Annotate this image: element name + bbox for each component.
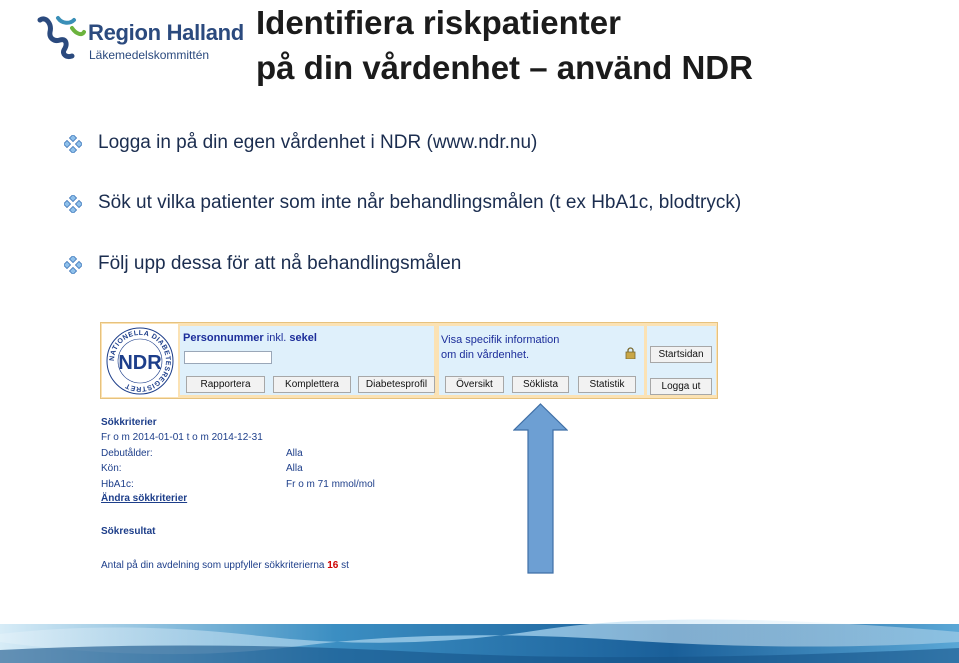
info-line-1: Visa specifik information (441, 334, 560, 346)
criteria-label: HbA1c: (101, 479, 134, 490)
title-line-1: Identifiera riskpatienter (256, 4, 621, 41)
statistik-button[interactable]: Statistik (578, 376, 636, 393)
rapportera-button[interactable]: Rapportera (186, 376, 265, 393)
up-arrow-icon (513, 403, 568, 574)
diabetesprofil-button[interactable]: Diabetesprofil (358, 376, 435, 393)
oversikt-button[interactable]: Översikt (445, 376, 504, 393)
ndr-logo-text: NDR (118, 352, 162, 374)
criteria-value: Alla (286, 448, 303, 459)
soklista-button[interactable]: Söklista (512, 376, 569, 393)
criteria-value: Fr o m 71 mmol/mol (286, 479, 375, 490)
criteria-heading: Sökkriterier (101, 417, 157, 428)
bullet-text: Följ upp dessa för att nå behandlingsmålen (98, 253, 462, 274)
logo-subtitle: Läkemedelskommittén (89, 48, 210, 62)
logga-ut-button[interactable]: Logga ut (650, 378, 712, 395)
title-line-2: på din vårdenhet – använd NDR (256, 49, 753, 86)
result-count-value: 16 (327, 560, 339, 571)
ndr-seal-icon (102, 324, 178, 397)
startsidan-button[interactable]: Startsidan (650, 346, 712, 363)
personnummer-label: Personnummer inkl. sekel (183, 332, 317, 344)
diamond-bullet-icon (64, 195, 82, 213)
diamond-bullet-icon (64, 256, 82, 274)
komplettera-button[interactable]: Komplettera (273, 376, 351, 393)
decorative-bottom-band (0, 612, 959, 663)
bullet-text: Sök ut vilka patienter som inte når behandlingsmålen (t ex HbA1c, blodtryck) (98, 192, 742, 213)
diamond-bullet-icon (64, 135, 82, 153)
region-halland-logo (36, 12, 246, 64)
criteria-label: Debutålder: (101, 448, 153, 459)
info-line-2: om din vårdenhet. (441, 349, 530, 361)
personnummer-input[interactable] (184, 351, 272, 364)
change-criteria-link[interactable]: Ändra sökkriterier (101, 493, 188, 504)
ndr-logo (102, 324, 178, 397)
bullet-text: Logga in på din egen vårdenhet i NDR (www.ndr.nu) (98, 132, 538, 153)
lock-icon (625, 347, 636, 359)
results-heading: Sökresultat (101, 526, 156, 537)
result-count-line: Antal på din avdelning som uppfyller sökkriterierna 16 st (101, 560, 349, 571)
ndr-ring-text: NATIONELLA DIABETESREGISTRET (108, 329, 172, 393)
ndr-header (100, 322, 718, 399)
criteria-value: Alla (286, 463, 303, 474)
criteria-period: Fr o m 2014-01-01 t o m 2014-12-31 (101, 432, 263, 443)
criteria-label: Kön: (101, 463, 122, 474)
page-title (256, 0, 753, 90)
region-halland-mark-icon (36, 14, 86, 60)
logo-name: Region Halland (88, 20, 244, 45)
